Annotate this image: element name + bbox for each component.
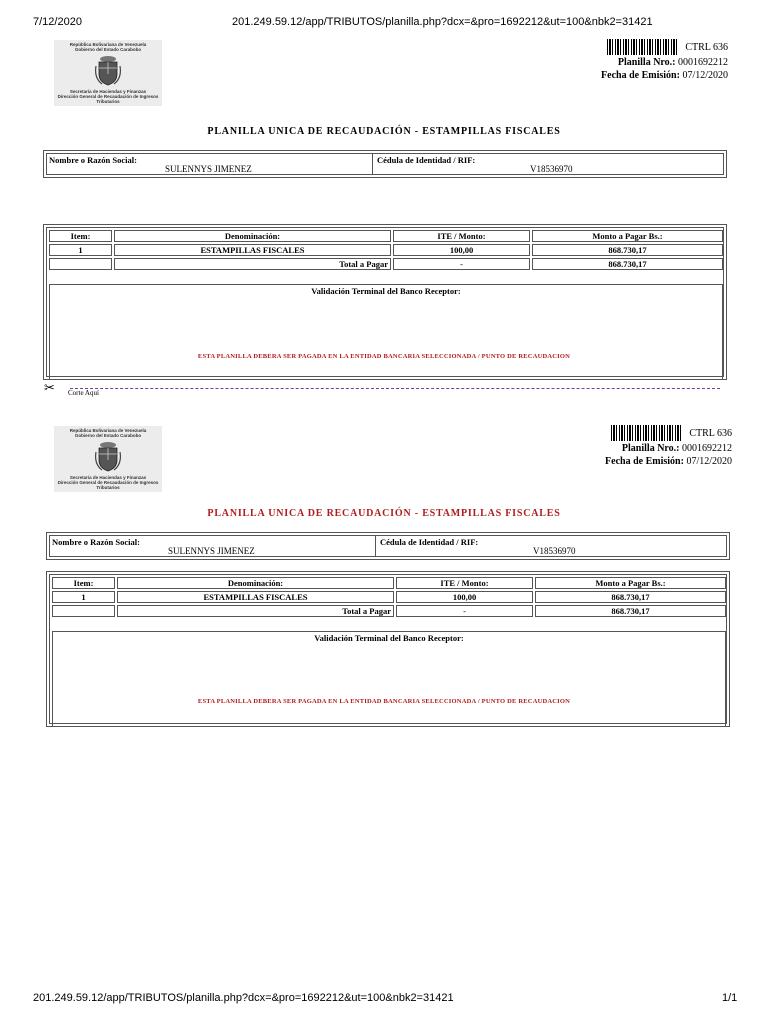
- cut-label: Corte Aquí: [68, 389, 99, 397]
- ctrl-number: CTRL 636: [685, 41, 728, 53]
- total-label: Total a Pagar: [117, 605, 394, 617]
- header-item: Item:: [52, 577, 115, 589]
- row-ite: 100,00: [396, 591, 533, 603]
- bank-validation-box: [49, 284, 723, 380]
- payment-notice: ESTA PLANILLA DEBERA SER PAGADA EN LA ENTIDAD BANCARIA SELECCIONADA / PUNTO DE RECAUDACION: [197, 698, 571, 705]
- logo-line-2: Gobierno del Estado Carabobo: [74, 47, 142, 52]
- document-title: PLANILLA UNICA DE RECAUDACIÓN - ESTAMPILLAS FISCALES: [207, 126, 561, 137]
- planilla-label: Planilla Nro.:: [621, 443, 680, 454]
- cut-line: [44, 382, 720, 396]
- id-label: Cédula de Identidad / RIF:: [380, 537, 479, 547]
- total-empty: [52, 605, 115, 617]
- row-denominacion: ESTAMPILLAS FISCALES: [114, 244, 391, 256]
- taxpayer-box: [46, 532, 730, 560]
- planilla-number: 0001692212: [682, 443, 732, 454]
- scissors-icon: ✂: [44, 381, 55, 396]
- total-ite: -: [393, 258, 530, 270]
- total-ite: -: [396, 605, 533, 617]
- government-logo: [54, 426, 162, 492]
- name-value: SULENNYS JIMENEZ: [168, 546, 255, 556]
- id-label: Cédula de Identidad / RIF:: [377, 155, 476, 165]
- print-date: 7/12/2020: [33, 16, 82, 28]
- logo-line-2: Gobierno del Estado Carabobo: [74, 433, 142, 438]
- id-value: V18536970: [530, 164, 573, 174]
- validation-label: Validación Terminal del Banco Receptor:: [314, 633, 464, 643]
- control-info: [562, 424, 732, 468]
- name-label: Nombre o Razón Social:: [52, 537, 140, 547]
- header-monto: Monto a Pagar Bs.:: [535, 577, 726, 589]
- government-logo: [54, 40, 162, 106]
- row-ite: 100,00: [393, 244, 530, 256]
- planilla-number: 0001692212: [678, 57, 728, 68]
- items-table: [50, 575, 728, 619]
- bank-validation-box: [52, 631, 726, 727]
- row-item: 1: [49, 244, 112, 256]
- barcode-icon: [607, 39, 679, 55]
- total-empty: [49, 258, 112, 270]
- id-value: V18536970: [533, 546, 576, 556]
- logo-line-3: Secretaría de Haciendas y Finanzas: [69, 475, 147, 480]
- logo-line-1: República Bolivariana de Venezuela: [69, 428, 147, 433]
- validation-label: Validación Terminal del Banco Receptor:: [311, 286, 461, 296]
- logo-line-4: Dirección General de Recaudación de Ingresos: [57, 480, 159, 485]
- planilla-label: Planilla Nro.:: [617, 57, 676, 68]
- fecha-label: Fecha de Emisión:: [605, 456, 684, 467]
- total-monto: 868.730,17: [532, 258, 723, 270]
- logo-line-5: Tributarios: [96, 485, 120, 490]
- ctrl-number: CTRL 636: [689, 427, 732, 439]
- logo-line-4: Dirección General de Recaudación de Ingresos: [57, 94, 159, 99]
- fecha-emision: 07/12/2020: [686, 456, 732, 467]
- header-ite: ITE / Monto:: [396, 577, 533, 589]
- row-denominacion: ESTAMPILLAS FISCALES: [117, 591, 394, 603]
- header-denominacion: Denominación:: [114, 230, 391, 242]
- barcode-icon: [611, 425, 683, 441]
- taxpayer-box: [43, 150, 727, 178]
- print-url: 201.249.59.12/app/TRIBUTOS/planilla.php?dcx=&pro=1692212&ut=100&nbk2=31421: [232, 16, 653, 28]
- fecha-emision: 07/12/2020: [682, 70, 728, 81]
- logo-line-1: República Bolivariana de Venezuela: [69, 42, 147, 47]
- total-label: Total a Pagar: [114, 258, 391, 270]
- control-info: [558, 38, 728, 82]
- logo-line-3: Secretaría de Haciendas y Finanzas: [69, 89, 147, 94]
- header-monto: Monto a Pagar Bs.:: [532, 230, 723, 242]
- header-ite: ITE / Monto:: [393, 230, 530, 242]
- coat-of-arms-icon: [94, 440, 122, 472]
- logo-line-5: Tributarios: [96, 99, 120, 104]
- fecha-label: Fecha de Emisión:: [601, 70, 680, 81]
- total-monto: 868.730,17: [535, 605, 726, 617]
- name-value: SULENNYS JIMENEZ: [165, 164, 252, 174]
- page-number: 1/1: [722, 992, 738, 1004]
- header-denominacion: Denominación:: [117, 577, 394, 589]
- row-monto: 868.730,17: [535, 591, 726, 603]
- row-monto: 868.730,17: [532, 244, 723, 256]
- coat-of-arms-icon: [94, 54, 122, 86]
- row-item: 1: [52, 591, 115, 603]
- document-title: PLANILLA UNICA DE RECAUDACIÓN - ESTAMPILLAS FISCALES: [207, 508, 561, 519]
- payment-notice: ESTA PLANILLA DEBERA SER PAGADA EN LA ENTIDAD BANCARIA SELECCIONADA / PUNTO DE RECAUDACION: [197, 353, 571, 360]
- items-table: [47, 228, 725, 272]
- name-label: Nombre o Razón Social:: [49, 155, 137, 165]
- footer-url: 201.249.59.12/app/TRIBUTOS/planilla.php?dcx=&pro=1692212&ut=100&nbk2=31421: [33, 992, 454, 1004]
- header-item: Item:: [49, 230, 112, 242]
